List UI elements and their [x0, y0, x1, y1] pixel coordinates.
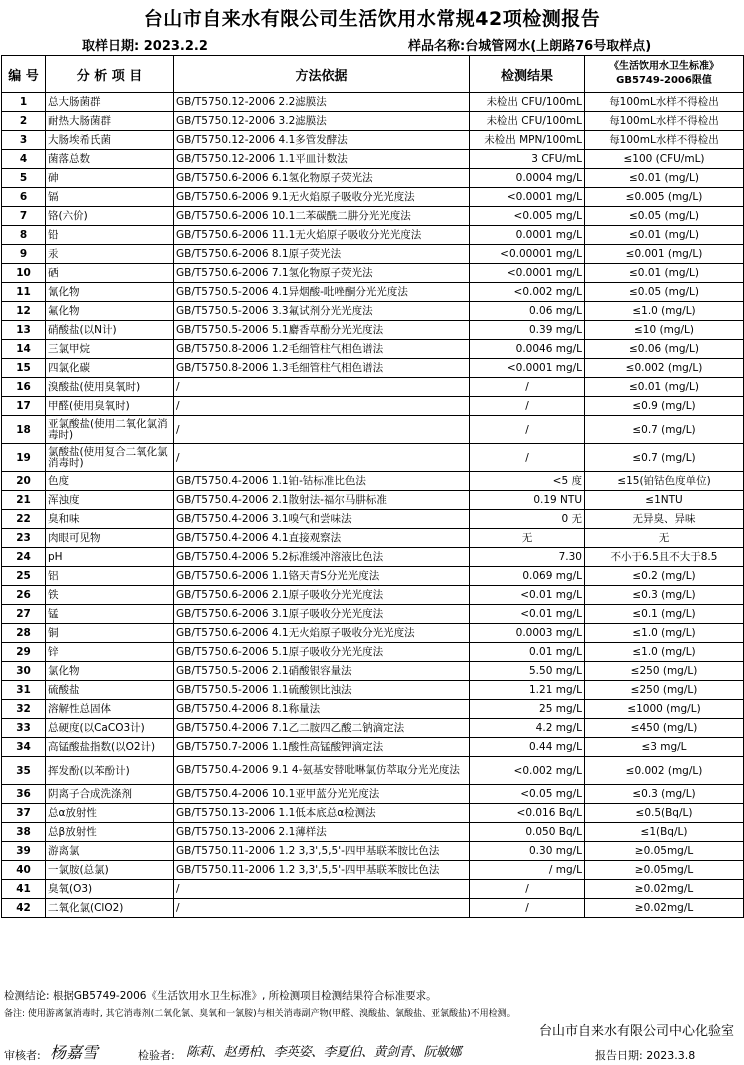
row-limit: ≤0.005 (mg/L) [585, 188, 744, 207]
row-result: <0.0001 mg/L [470, 188, 585, 207]
table-row [2, 880, 744, 899]
row-limit: ≤0.2 (mg/L) [585, 567, 744, 586]
row-item: 臭氧(O3) [46, 880, 174, 899]
row-result: 3 CFU/mL [470, 150, 585, 169]
report-title: 台山市自来水有限公司生活饮用水常规42项检测报告 [143, 8, 601, 30]
inspector-signatures: 陈莉、赵勇柏、李英姿、李夏伯、黄剑青、阮敏娜 [186, 1045, 462, 1060]
table-row [2, 681, 744, 700]
row-limit: ≥0.05mg/L [585, 861, 744, 880]
row-number: 34 [2, 738, 46, 757]
row-method: GB/T5750.4-2006 8.1称量法 [174, 700, 470, 719]
row-method: GB/T5750.6-2006 1.1铬天青S分光光度法 [174, 567, 470, 586]
row-method: / [174, 378, 470, 397]
row-limit: ≤0.002 (mg/L) [585, 359, 744, 378]
row-limit: ≤1NTU [585, 491, 744, 510]
row-number: 42 [2, 899, 46, 918]
row-number: 31 [2, 681, 46, 700]
row-limit: ≤250 (mg/L) [585, 662, 744, 681]
table-row [2, 643, 744, 662]
row-number: 15 [2, 359, 46, 378]
row-item: 氟化物 [46, 302, 174, 321]
row-result: <0.0001 mg/L [470, 359, 585, 378]
row-method: GB/T5750.4-2006 3.1嗅气和尝味法 [174, 510, 470, 529]
row-item: 阴离子合成洗涤剂 [46, 785, 174, 804]
row-limit: ≤0.001 (mg/L) [585, 245, 744, 264]
row-number: 16 [2, 378, 46, 397]
row-result: 无 [470, 529, 585, 548]
row-method: GB/T5750.6-2006 3.1原子吸收分光光度法 [174, 605, 470, 624]
row-method: GB/T5750.12-2006 3.2滤膜法 [174, 112, 470, 131]
row-number: 27 [2, 605, 46, 624]
row-item: 铬(六价) [46, 207, 174, 226]
row-method: GB/T5750.12-2006 4.1多管发酵法 [174, 131, 470, 150]
row-method: GB/T5750.4-2006 5.2标准缓冲溶液比色法 [174, 548, 470, 567]
row-item: 镉 [46, 188, 174, 207]
row-number: 11 [2, 283, 46, 302]
row-limit: 不小于6.5且不大于8.5 [585, 548, 744, 567]
row-method: GB/T5750.5-2006 5.1麝香草酚分光光度法 [174, 321, 470, 340]
row-item: 硒 [46, 264, 174, 283]
row-limit: ≤10 (mg/L) [585, 321, 744, 340]
row-number: 39 [2, 842, 46, 861]
table-row [2, 719, 744, 738]
row-result: <5 度 [470, 472, 585, 491]
table-row [2, 804, 744, 823]
row-method: GB/T5750.6-2006 6.1氢化物原子荧光法 [174, 169, 470, 188]
row-method: GB/T5750.6-2006 2.1原子吸收分光光度法 [174, 586, 470, 605]
row-limit: ≥0.02mg/L [585, 880, 744, 899]
row-number: 33 [2, 719, 46, 738]
row-result: 未检出 CFU/100mL [470, 112, 585, 131]
row-method: GB/T5750.4-2006 2.1散射法-福尔马肼标准 [174, 491, 470, 510]
row-method: GB/T5750.4-2006 1.1铂-钴标准比色法 [174, 472, 470, 491]
row-item: 溴酸盐(使用臭氧时) [46, 378, 174, 397]
row-limit: ≤0.9 (mg/L) [585, 397, 744, 416]
row-limit: ≤1000 (mg/L) [585, 700, 744, 719]
row-result: 7.30 [470, 548, 585, 567]
conclusion: 检测结论: 根据GB5749-2006《生活饮用水卫生标准》, 所检测项目检测结果符合标准要求。 [4, 990, 437, 1002]
row-limit: ≤0.002 (mg/L) [585, 757, 744, 785]
row-number: 41 [2, 880, 46, 899]
row-method: GB/T5750.12-2006 2.2滤膜法 [174, 93, 470, 112]
row-number: 19 [2, 444, 46, 472]
row-number: 26 [2, 586, 46, 605]
row-item: 四氯化碳 [46, 359, 174, 378]
table-row [2, 397, 744, 416]
table-row [2, 93, 744, 112]
row-item: 砷 [46, 169, 174, 188]
row-number: 21 [2, 491, 46, 510]
table-row [2, 605, 744, 624]
row-number: 18 [2, 416, 46, 444]
row-result: 4.2 mg/L [470, 719, 585, 738]
row-result: <0.05 mg/L [470, 785, 585, 804]
row-limit: ≤3 mg/L [585, 738, 744, 757]
table-row [2, 567, 744, 586]
row-method: GB/T5750.5-2006 3.3氟试剂分光光度法 [174, 302, 470, 321]
row-number: 8 [2, 226, 46, 245]
row-method: GB/T5750.8-2006 1.2毛细管柱气相色谱法 [174, 340, 470, 359]
row-result: / [470, 880, 585, 899]
row-result: 0.0001 mg/L [470, 226, 585, 245]
row-limit: ≤0.01 (mg/L) [585, 169, 744, 188]
row-item: 耐热大肠菌群 [46, 112, 174, 131]
table-row [2, 321, 744, 340]
row-limit: ≤0.06 (mg/L) [585, 340, 744, 359]
row-method: GB/T5750.6-2006 4.1无火焰原子吸收分光光度法 [174, 624, 470, 643]
row-number: 5 [2, 169, 46, 188]
row-result: / [470, 397, 585, 416]
table-row [2, 624, 744, 643]
row-method: GB/T5750.6-2006 9.1无火焰原子吸收分光光度法 [174, 188, 470, 207]
row-result: 0.069 mg/L [470, 567, 585, 586]
row-number: 6 [2, 188, 46, 207]
table-row [2, 302, 744, 321]
row-method: GB/T5750.4-2006 4.1直接观察法 [174, 529, 470, 548]
row-number: 25 [2, 567, 46, 586]
table-row [2, 169, 744, 188]
row-result: 未检出 CFU/100mL [470, 93, 585, 112]
row-result: 1.21 mg/L [470, 681, 585, 700]
row-item: 氯酸盐(使用复合二氧化氯消毒时) [46, 444, 174, 472]
row-method: / [174, 416, 470, 444]
row-item: 浑浊度 [46, 491, 174, 510]
row-number: 28 [2, 624, 46, 643]
table-row [2, 491, 744, 510]
row-item: 肉眼可见物 [46, 529, 174, 548]
table-row [2, 510, 744, 529]
table-header-row [2, 56, 744, 93]
table-row [2, 738, 744, 757]
row-result: / [470, 444, 585, 472]
row-limit: ≤0.05 (mg/L) [585, 207, 744, 226]
row-item: 游离氯 [46, 842, 174, 861]
row-limit: ≤0.1 (mg/L) [585, 605, 744, 624]
row-number: 3 [2, 131, 46, 150]
row-result: 0.39 mg/L [470, 321, 585, 340]
row-method: GB/T5750.6-2006 11.1无火焰原子吸收分光光度法 [174, 226, 470, 245]
row-method: GB/T5750.6-2006 5.1原子吸收分光光度法 [174, 643, 470, 662]
row-item: 二氧化氯(ClO2) [46, 899, 174, 918]
row-item: 铅 [46, 226, 174, 245]
table-row [2, 150, 744, 169]
row-number: 20 [2, 472, 46, 491]
row-number: 4 [2, 150, 46, 169]
row-item: 锰 [46, 605, 174, 624]
table-row [2, 112, 744, 131]
header-limit: 《生活饮用水卫生标准》 GB5749-2006限值 [585, 56, 744, 93]
row-result: 0.44 mg/L [470, 738, 585, 757]
row-method: / [174, 899, 470, 918]
table-row [2, 226, 744, 245]
lab-name: 台山市自来水有限公司中心化验室 [538, 1024, 734, 1039]
results-table [1, 55, 744, 918]
table-row [2, 283, 744, 302]
table-row [2, 757, 744, 785]
row-method: GB/T5750.5-2006 4.1异烟酸-吡唑酮分光光度法 [174, 283, 470, 302]
row-result: <0.00001 mg/L [470, 245, 585, 264]
table-row [2, 899, 744, 918]
table-row [2, 548, 744, 567]
row-method: GB/T5750.13-2006 2.1薄样法 [174, 823, 470, 842]
row-number: 24 [2, 548, 46, 567]
row-number: 13 [2, 321, 46, 340]
table-row [2, 131, 744, 150]
header-result: 检测结果 [470, 56, 585, 93]
row-limit: ≤0.01 (mg/L) [585, 378, 744, 397]
table-row [2, 245, 744, 264]
row-number: 12 [2, 302, 46, 321]
row-limit: ≤1.0 (mg/L) [585, 624, 744, 643]
table-row [2, 359, 744, 378]
row-number: 37 [2, 804, 46, 823]
row-limit: ≤0.5(Bq/L) [585, 804, 744, 823]
row-result: 0.0004 mg/L [470, 169, 585, 188]
row-result: 0.19 NTU [470, 491, 585, 510]
row-number: 38 [2, 823, 46, 842]
row-limit: ≥0.02mg/L [585, 899, 744, 918]
row-item: 总β放射性 [46, 823, 174, 842]
row-number: 40 [2, 861, 46, 880]
row-method: GB/T5750.8-2006 1.3毛细管柱气相色谱法 [174, 359, 470, 378]
row-item: 铜 [46, 624, 174, 643]
row-result: 0.06 mg/L [470, 302, 585, 321]
row-limit: ≤0.7 (mg/L) [585, 444, 744, 472]
row-item: 氯化物 [46, 662, 174, 681]
table-row [2, 861, 744, 880]
row-limit: 无 [585, 529, 744, 548]
sample-name: 样品名称:台城管网水(上朗路76号取样点) [408, 39, 652, 54]
row-limit: ≤250 (mg/L) [585, 681, 744, 700]
row-number: 14 [2, 340, 46, 359]
row-item: 甲醛(使用臭氧时) [46, 397, 174, 416]
row-number: 29 [2, 643, 46, 662]
row-result: / [470, 416, 585, 444]
table-row [2, 662, 744, 681]
row-result: <0.002 mg/L [470, 283, 585, 302]
table-row [2, 340, 744, 359]
table-row [2, 700, 744, 719]
row-number: 1 [2, 93, 46, 112]
row-item: 氰化物 [46, 283, 174, 302]
row-item: 硫酸盐 [46, 681, 174, 700]
header-method: 方法依据 [174, 56, 470, 93]
table-body [2, 93, 744, 918]
row-item: 铝 [46, 567, 174, 586]
row-result: 0.0046 mg/L [470, 340, 585, 359]
row-item: pH [46, 548, 174, 567]
row-limit: ≤100 (CFU/mL) [585, 150, 744, 169]
row-number: 17 [2, 397, 46, 416]
row-limit: ≤450 (mg/L) [585, 719, 744, 738]
row-result: / mg/L [470, 861, 585, 880]
row-result: <0.005 mg/L [470, 207, 585, 226]
row-method: GB/T5750.4-2006 9.1 4-氨基安替吡啉氯仿萃取分光光度法 [174, 757, 470, 785]
table-row [2, 785, 744, 804]
signature-row [0, 1042, 744, 1064]
row-result: 0 无 [470, 510, 585, 529]
row-item: 亚氯酸盐(使用二氧化氯消毒时) [46, 416, 174, 444]
row-number: 36 [2, 785, 46, 804]
row-limit: ≤0.3 (mg/L) [585, 586, 744, 605]
row-limit: ≤1(Bq/L) [585, 823, 744, 842]
row-item: 铁 [46, 586, 174, 605]
row-limit: 每100mL水样不得检出 [585, 131, 744, 150]
row-number: 22 [2, 510, 46, 529]
row-item: 大肠埃希氏菌 [46, 131, 174, 150]
row-result: <0.01 mg/L [470, 605, 585, 624]
row-result: <0.002 mg/L [470, 757, 585, 785]
row-method: / [174, 880, 470, 899]
table-row [2, 586, 744, 605]
row-limit: ≤0.01 (mg/L) [585, 226, 744, 245]
row-method: GB/T5750.4-2006 7.1乙二胺四乙酸二钠滴定法 [174, 719, 470, 738]
row-item: 汞 [46, 245, 174, 264]
table-row [2, 823, 744, 842]
row-method: GB/T5750.13-2006 1.1低本底总α检测法 [174, 804, 470, 823]
report-date: 报告日期: 2023.3.8 [595, 1049, 696, 1062]
row-item: 锌 [46, 643, 174, 662]
row-number: 2 [2, 112, 46, 131]
row-result: / [470, 899, 585, 918]
row-method: GB/T5750.4-2006 10.1亚甲蓝分光光度法 [174, 785, 470, 804]
row-item: 三氯甲烷 [46, 340, 174, 359]
table-row [2, 472, 744, 491]
row-item: 色度 [46, 472, 174, 491]
row-method: GB/T5750.5-2006 2.1硝酸银容量法 [174, 662, 470, 681]
row-number: 32 [2, 700, 46, 719]
row-item: 总α放射性 [46, 804, 174, 823]
row-number: 9 [2, 245, 46, 264]
reviewer-signature: 杨嘉雪 [50, 1043, 99, 1062]
row-result: 0.0003 mg/L [470, 624, 585, 643]
sample-info-row [0, 33, 744, 53]
inspector-label: 检验者: [138, 1049, 175, 1062]
row-limit: ≤15(铂钴色度单位) [585, 472, 744, 491]
row-item: 一氯胺(总氯) [46, 861, 174, 880]
row-limit: ≤0.7 (mg/L) [585, 416, 744, 444]
row-item: 硝酸盐(以N计) [46, 321, 174, 340]
row-number: 10 [2, 264, 46, 283]
row-method: GB/T5750.6-2006 10.1二苯碳酰二肼分光光度法 [174, 207, 470, 226]
row-method: GB/T5750.6-2006 8.1原子荧光法 [174, 245, 470, 264]
table-row [2, 207, 744, 226]
row-result: / [470, 378, 585, 397]
remark: 备注: 使用游离氯消毒时, 其它消毒剂(二氧化氯、臭氧和一氯胺)与相关消毒副产物(甲醛、溴酸盐、氯酸盐、亚氯酸盐)不用检测。 [4, 1009, 516, 1019]
header-no: 编 号 [2, 56, 46, 93]
table-row [2, 444, 744, 472]
row-number: 7 [2, 207, 46, 226]
row-method: GB/T5750.6-2006 7.1氢化物原子荧光法 [174, 264, 470, 283]
row-item: 总硬度(以CaCO3计) [46, 719, 174, 738]
row-result: <0.0001 mg/L [470, 264, 585, 283]
table-row [2, 378, 744, 397]
reviewer-label: 审核者: [4, 1049, 41, 1062]
table-row [2, 416, 744, 444]
row-limit: 每100mL水样不得检出 [585, 112, 744, 131]
row-limit: ≤0.05 (mg/L) [585, 283, 744, 302]
row-number: 35 [2, 757, 46, 785]
table-row [2, 188, 744, 207]
row-result: 0.30 mg/L [470, 842, 585, 861]
row-method: / [174, 397, 470, 416]
row-item: 挥发酚(以苯酚计) [46, 757, 174, 785]
row-method: GB/T5750.11-2006 1.2 3,3',5,5'-四甲基联苯胺比色法 [174, 842, 470, 861]
row-method: GB/T5750.11-2006 1.2 3,3',5,5'-四甲基联苯胺比色法 [174, 861, 470, 880]
row-number: 23 [2, 529, 46, 548]
row-item: 高锰酸盐指数(以O2计) [46, 738, 174, 757]
row-limit: ≤1.0 (mg/L) [585, 643, 744, 662]
row-result: 5.50 mg/L [470, 662, 585, 681]
table-row [2, 264, 744, 283]
table-row [2, 529, 744, 548]
row-method: GB/T5750.12-2006 1.1平皿计数法 [174, 150, 470, 169]
row-method: / [174, 444, 470, 472]
row-limit: ≤0.3 (mg/L) [585, 785, 744, 804]
row-result: 0.01 mg/L [470, 643, 585, 662]
row-item: 总大肠菌群 [46, 93, 174, 112]
row-result: 0.050 Bq/L [470, 823, 585, 842]
row-item: 溶解性总固体 [46, 700, 174, 719]
sample-date: 取样日期: 2023.2.2 [82, 39, 208, 54]
row-limit: ≤1.0 (mg/L) [585, 302, 744, 321]
row-limit: 每100mL水样不得检出 [585, 93, 744, 112]
row-limit: ≤0.01 (mg/L) [585, 264, 744, 283]
row-method: GB/T5750.7-2006 1.1酸性高锰酸钾滴定法 [174, 738, 470, 757]
row-item: 臭和味 [46, 510, 174, 529]
row-method: GB/T5750.5-2006 1.1硫酸钡比浊法 [174, 681, 470, 700]
row-result: 25 mg/L [470, 700, 585, 719]
row-item: 菌落总数 [46, 150, 174, 169]
row-result: <0.01 mg/L [470, 586, 585, 605]
row-number: 30 [2, 662, 46, 681]
header-item: 分 析 项 目 [46, 56, 174, 93]
row-limit: ≥0.05mg/L [585, 842, 744, 861]
row-result: 未检出 MPN/100mL [470, 131, 585, 150]
row-result: <0.016 Bq/L [470, 804, 585, 823]
row-limit: 无异臭、异味 [585, 510, 744, 529]
table-row [2, 842, 744, 861]
